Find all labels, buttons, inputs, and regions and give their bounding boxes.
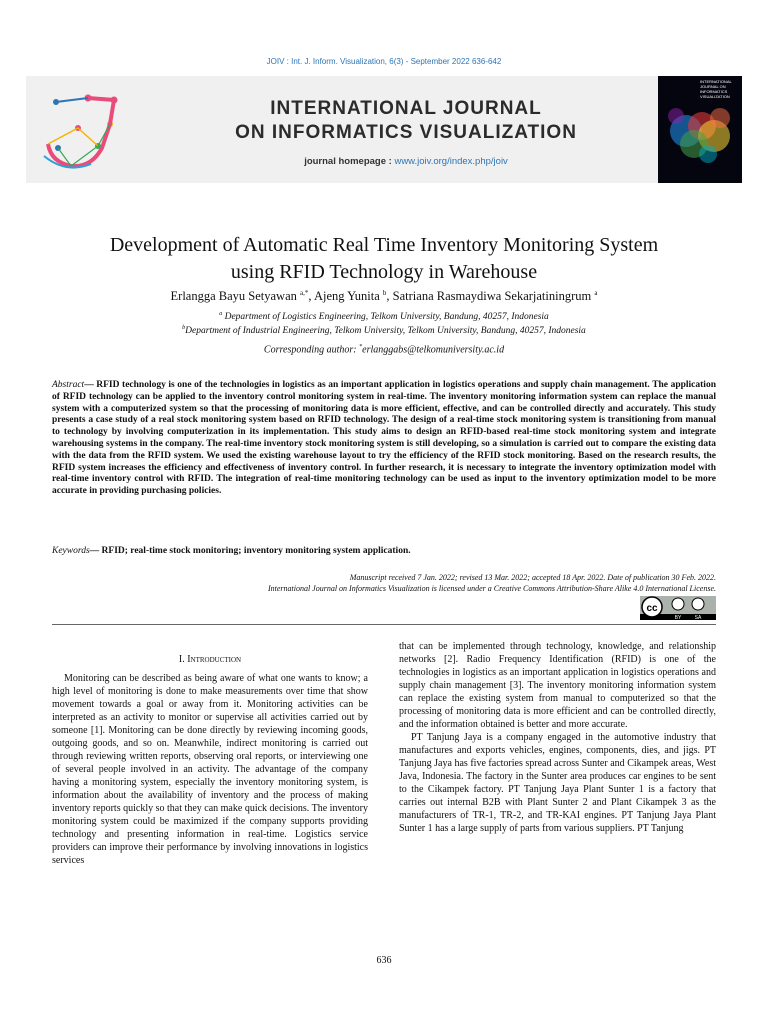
paper-title xyxy=(40,232,728,286)
cover-title: INTERNATIONAL JOURNAL ON INFORMATICS VISUALIZATION xyxy=(700,79,732,99)
body-paragraph: that can be implemented through technology, knowledge, and relationship networks [2]. Radio Frequency Identification (RFID) is one of the technologies in logistics as an important application in logistics operations and supply chain management [3]. The inventory monitoring information system can replace the existing system from manual to computerized so that the processing of monitoring data is more efficient and can be controlled directly, and the information obtained is better and more accurate. xyxy=(399,641,716,730)
page-number: 636 xyxy=(376,955,392,966)
paper-title-line1: Development of Automatic Real Time Inventory Monitoring System xyxy=(109,234,659,256)
cc-by-sa-license-icon[interactable] xyxy=(640,596,716,620)
affiliation-mark: a xyxy=(219,311,223,317)
journal-name-line2: ON INFORMATICS VISUALIZATION xyxy=(235,122,577,143)
body-paragraph: Monitoring can be described as being aware of what one wants to know; a high level of monitoring is done to make measurements over time that show movement towards a goal or away from it. Monitoring activities can be interpreted as an activity to monitor or supervise all activities carried out by someone [1]. Monitoring can be done directly by reviewing incoming goods, outgoing goods, and so on. Meanwhile, indirect monitoring is carried out through reviewing written reports, observing oral reports, or interviewing one of several people involved in an activity. The advantage of the company having a monitoring system, especially the inventory monitoring system, is information about the availability of inventory and the process of making inventory reports quickly so that they can make quick decisions. The inventory monitoring system could be maximized if the company supports providing technology and presenting information in real-time. Logistics service providers can improve their performance by involving innovations in logistics services xyxy=(52,673,368,866)
affiliation-a xyxy=(40,311,728,322)
journal-name-line1: INTERNATIONAL JOURNAL xyxy=(270,98,542,119)
author-separator: , xyxy=(308,289,314,304)
corresponding-mark: * xyxy=(359,344,363,350)
license-statement: International Journal on Informatics Visualization is licensed under a Creative Commons Attribution-Share Alike 4.0 International License. xyxy=(267,584,716,593)
sa-label: SA xyxy=(694,615,702,620)
manuscript-dates: Manuscript received 7 Jan. 2022; revised 13 Mar. 2022; accepted 18 Apr. 2022. Date of publication 30 Feb. 2022. xyxy=(349,573,716,582)
section-divider xyxy=(52,624,716,625)
author-name: Erlangga Bayu Setyawan xyxy=(170,289,297,304)
author-name: Ajeng Yunita xyxy=(313,289,380,304)
affiliation-mark: b xyxy=(182,325,186,331)
journal-logo xyxy=(36,86,126,174)
author-affiliation-mark: b xyxy=(382,289,387,297)
keywords xyxy=(52,546,716,556)
homepage-link[interactable]: www.joiv.org/index.php/joiv xyxy=(394,156,508,167)
by-label: BY xyxy=(674,615,682,620)
abstract-text: — RFID technology is one of the technologies in logistics as an important application in logistics operations and supply chain management. The application of RFID technology can be applied to the inventory control monitoring system in real-time. The inventory monitoring information system can replace the manual system with a computerized system so that the processing of monitoring data is more efficient, effective, and can be controlled directly and accurately. This study presents a case study of a real stock monitoring system based on RFID technology. The design of a real-time stock monitoring system is transitioning from manual to technology by involving computerization in its implementation. This study aims to design an RFID-based real-time stock monitoring system and integrate warehousing systems in the company. The real-time inventory stock monitoring system is still developing, so a simulation is carried out to compare the existing data with the data from the RFID system. We used the existing warehouse layout to try the efficiency of the RFID stock monitoring. Based on the research results, the RFID system increases the efficiency and effectiveness of inventory control. In further research, it is necessary to integrate the inventory optimization model with real-time inventory control with RFID. The integration of real-time monitoring technology can be used as input to the inventory optimization model to be more accurate in providing purchasing policies. xyxy=(52,380,716,497)
corresponding-author xyxy=(40,344,728,355)
corresponding-email[interactable]: erlanggabs@telkomuniversity.ac.id xyxy=(362,344,505,356)
body-paragraph: PT Tanjung Jaya is a company engaged in the automotive industry that manufactures and exports vehicles, engines, components, dies, and jigs. PT Tanjung Jaya has five factories spread across Sunter and Cikampek areas, West Java, Indonesia. The factory in the Sunter area produces car engines to be sent to the Cikampek factory. PT Tanjung Jaya Plant Sunter 1 is a factory that carries out internal B2B with Plant Sunter 2 and Plant Cikampek 3 as the manufacturers of TR-1, TR-2, and TR-KAI engines. PT Tanjung Jaya Plant Sunter 1 has a large supply of parts from various suppliers. PT Tanjung xyxy=(399,732,716,834)
author-list xyxy=(40,289,728,304)
affiliation-text: Department of Industrial Engineering, Telkom University, Telkom University, Bandung, 40257, Indonesia xyxy=(185,326,586,337)
paper-title-line2: using RFID Technology in Warehouse xyxy=(230,261,538,283)
journal-citation-line: JOIV : Int. J. Inform. Visualization, 6(3) - September 2022 636-642 xyxy=(266,57,502,66)
affiliation-text: Department of Logistics Engineering, Telkom University, Bandung, 40257, Indonesia xyxy=(224,312,549,323)
journal-name xyxy=(186,97,626,145)
journal-banner xyxy=(26,76,742,183)
journal-homepage xyxy=(186,156,626,167)
affiliation-b xyxy=(40,325,728,336)
author-affiliation-mark: a xyxy=(594,289,598,297)
keywords-label: Keywords xyxy=(52,546,90,556)
author-affiliation-mark: a,* xyxy=(300,289,309,297)
homepage-label: journal homepage : xyxy=(304,156,392,167)
author-separator: , xyxy=(386,289,393,304)
manuscript-info xyxy=(52,572,716,594)
abstract-label: Abstract xyxy=(52,380,85,390)
keywords-text: — RFID; real-time stock monitoring; inventory monitoring system application. xyxy=(89,546,411,556)
body-column-right xyxy=(399,640,716,835)
corresponding-label: Corresponding author: xyxy=(263,344,357,356)
abstract xyxy=(52,380,716,498)
section-heading: I. Introduction xyxy=(178,654,242,665)
body-column-left xyxy=(52,672,368,867)
journal-cover-image xyxy=(658,76,742,183)
cc-label: cc xyxy=(646,603,658,614)
author-name: Satriana Rasmaydiwa Sekarjatiningrum xyxy=(392,289,592,304)
